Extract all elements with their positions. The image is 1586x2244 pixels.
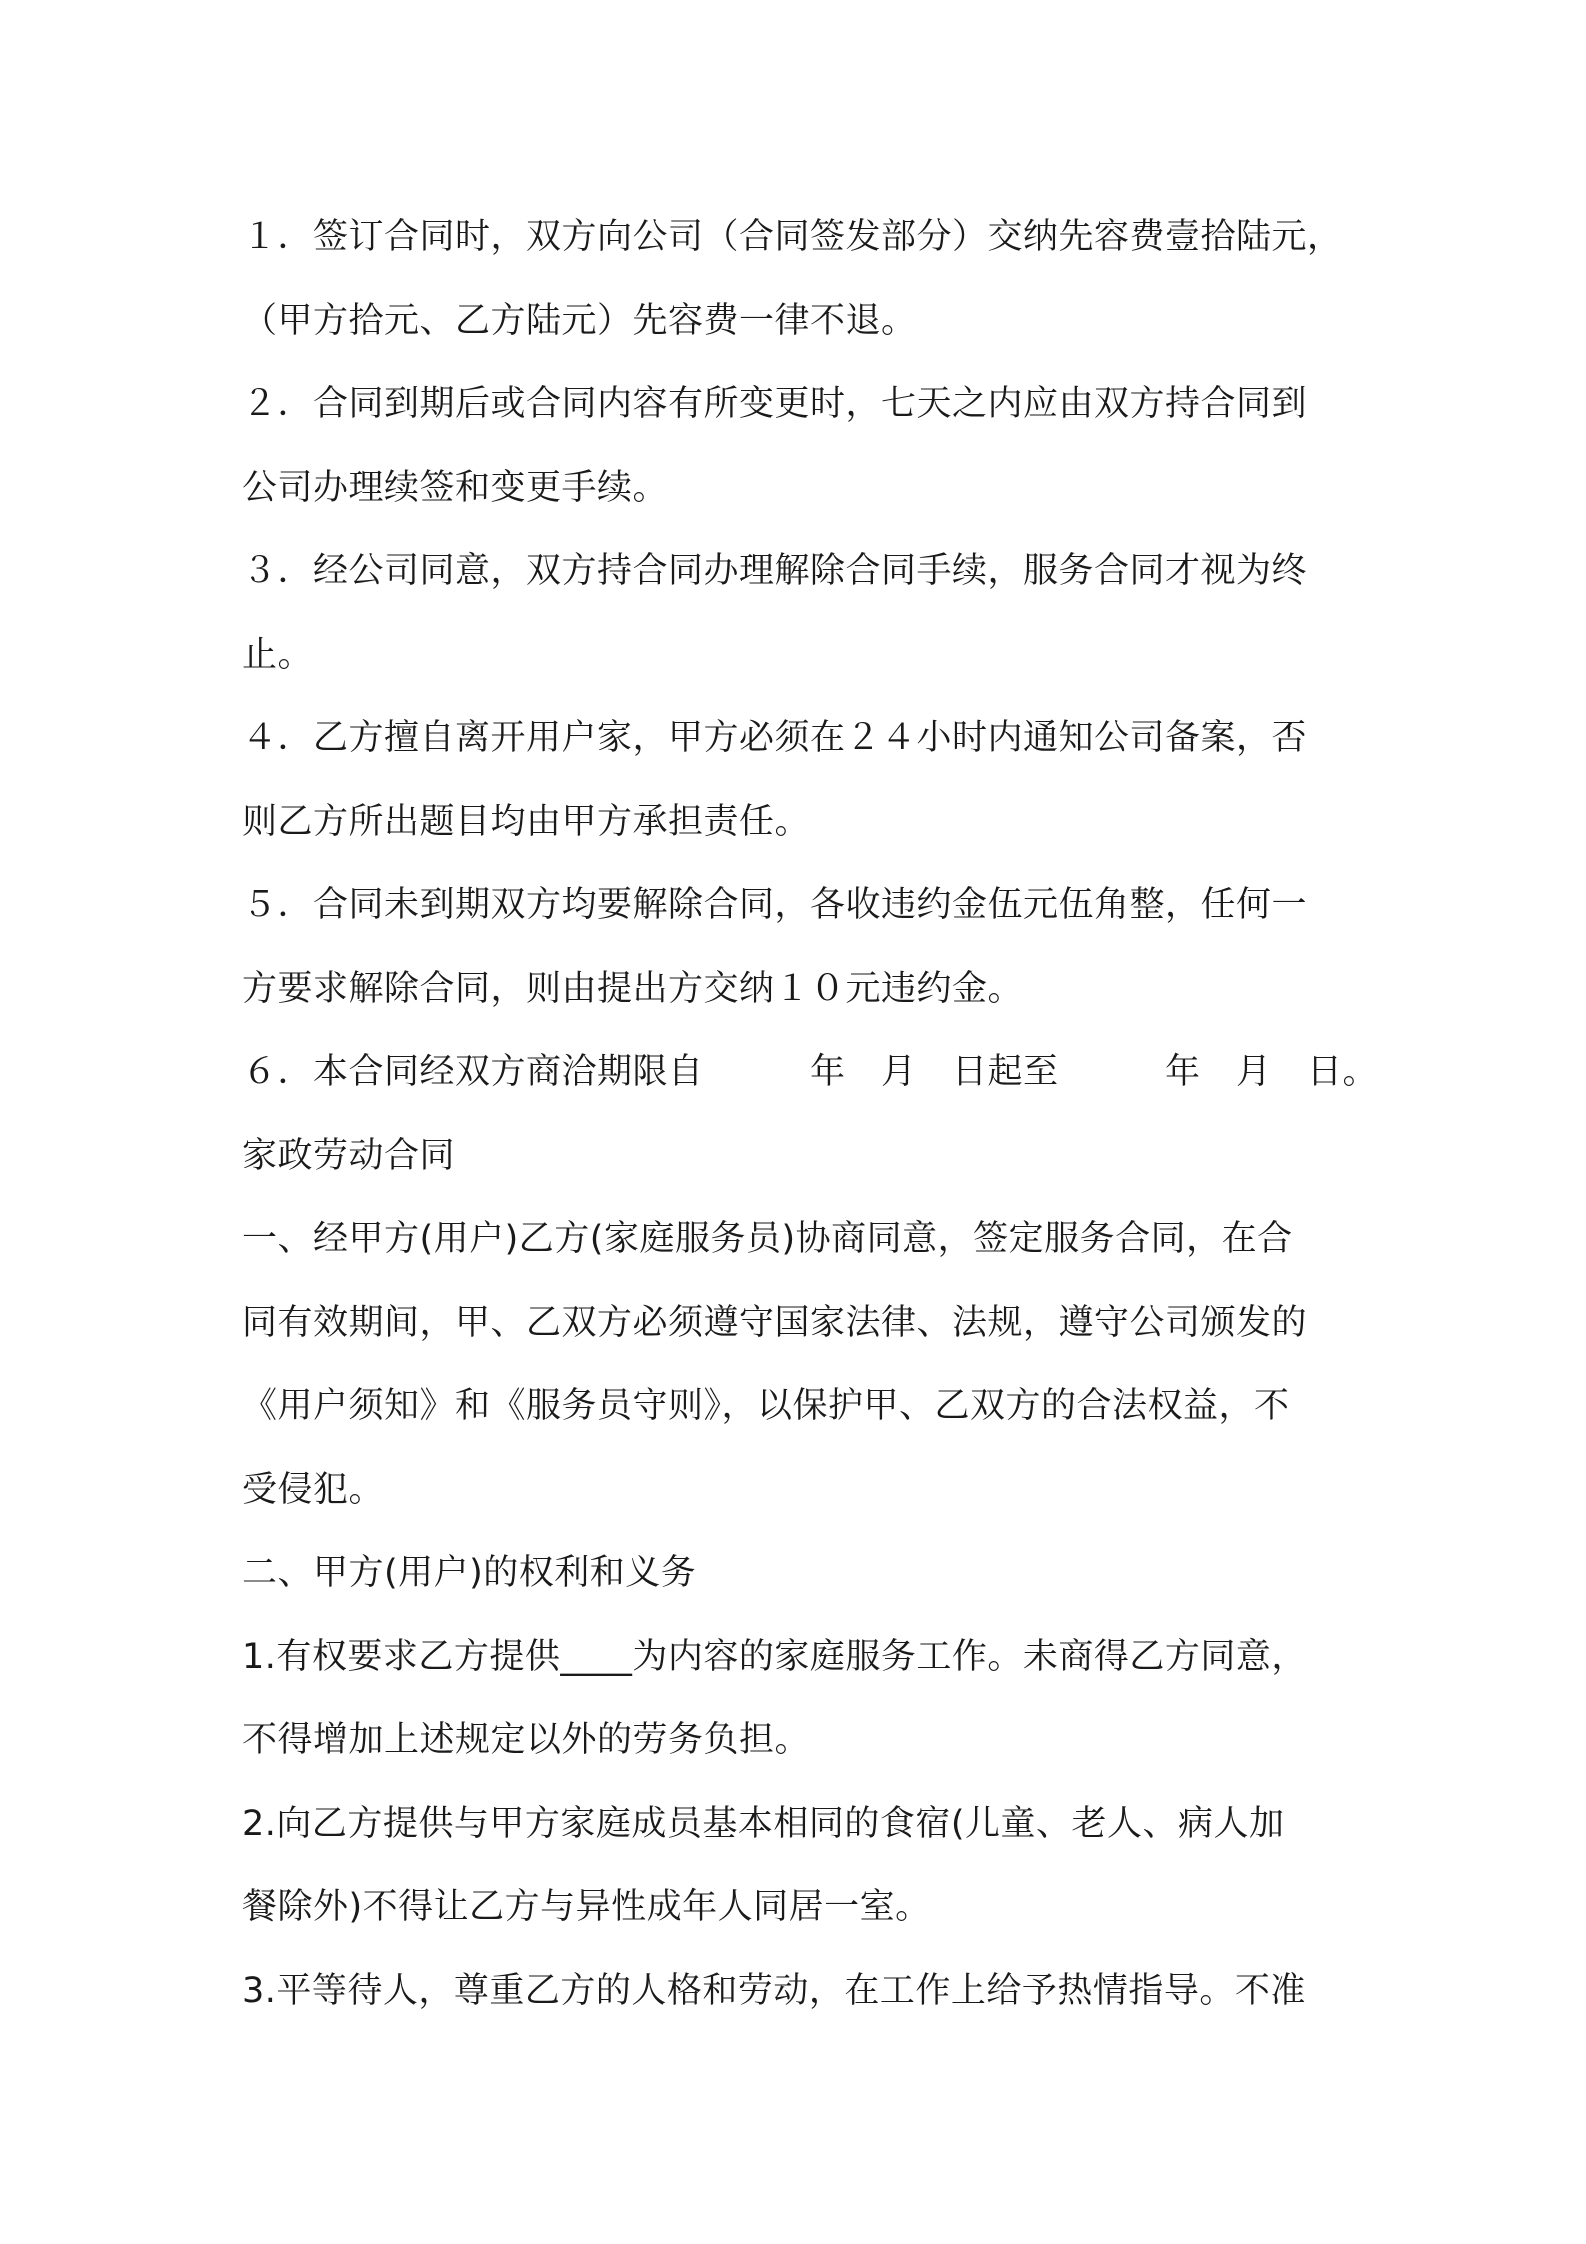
clause-3-line-1: ３．经公司同意，双方持合同办理解除合同手续，服务合同才视为终 xyxy=(242,551,1308,591)
document-body xyxy=(242,196,1379,2033)
clause-1-line-2: （甲方拾元、乙方陆元）先容费一律不退。 xyxy=(242,300,917,341)
item-1-line-1: 1.有权要求乙方提供____为内容的家庭服务工作。未商得乙方同意， xyxy=(242,1636,1307,1677)
clause-5-line-2: 方要求解除合同，则由提出方交纳１０元违约金。 xyxy=(242,968,1024,1009)
clause-4-line-2: 则乙方所出题目均由甲方承担责任。 xyxy=(242,801,811,842)
section-1-line-4: 受侵犯。 xyxy=(242,1469,385,1510)
item-2-line-2: 餐除外)不得让乙方与异性成年人同居一室。 xyxy=(242,1887,931,1927)
clause-1-line-1: １．签订合同时，双方向公司（合同签发部分）交纳先容费壹拾陆元， xyxy=(242,217,1343,257)
section-2-heading: 二、甲方(用户)的权利和义务 xyxy=(242,1553,697,1593)
item-2-line-1: 2.向乙方提供与甲方家庭成员基本相同的食宿(儿童、老人、病人加 xyxy=(242,1803,1285,1844)
item-1-line-2: 不得增加上述规定以外的劳务负担。 xyxy=(242,1720,811,1760)
section-1-line-1: 一、经甲方(用户)乙方(家庭服务员)协商同意，签定服务合同，在合 xyxy=(242,1219,1293,1259)
clause-4-line-1: ４．乙方擅自离开用户家，甲方必须在２４小时内通知公司备案，否 xyxy=(242,718,1308,758)
item-3-line-1: 3.平等待人，尊重乙方的人格和劳动，在工作上给予热情指导。不准 xyxy=(242,1970,1306,2011)
clause-2-line-2: 公司办理续签和变更手续。 xyxy=(242,467,669,508)
contract-title: 家政劳动合同 xyxy=(242,1135,456,1176)
clause-6-line-1: ６．本合同经双方商洽期限自 年 月 日起至 年 月 日。 xyxy=(242,1052,1379,1092)
section-1-line-2: 同有效期间，甲、乙双方必须遵守国家法律、法规，遵守公司颁发的 xyxy=(242,1302,1308,1343)
clause-5-line-1: ５．合同未到期双方均要解除合同，各收违约金伍元伍角整，任何一 xyxy=(242,885,1308,925)
section-1-line-3: 《用户须知》和《服务员守则》，以保护甲、乙双方的合法权益，不 xyxy=(242,1386,1290,1426)
clause-2-line-1: ２．合同到期后或合同内容有所变更时，七天之内应由双方持合同到 xyxy=(242,384,1308,424)
clause-3-line-2: 止。 xyxy=(242,634,314,675)
